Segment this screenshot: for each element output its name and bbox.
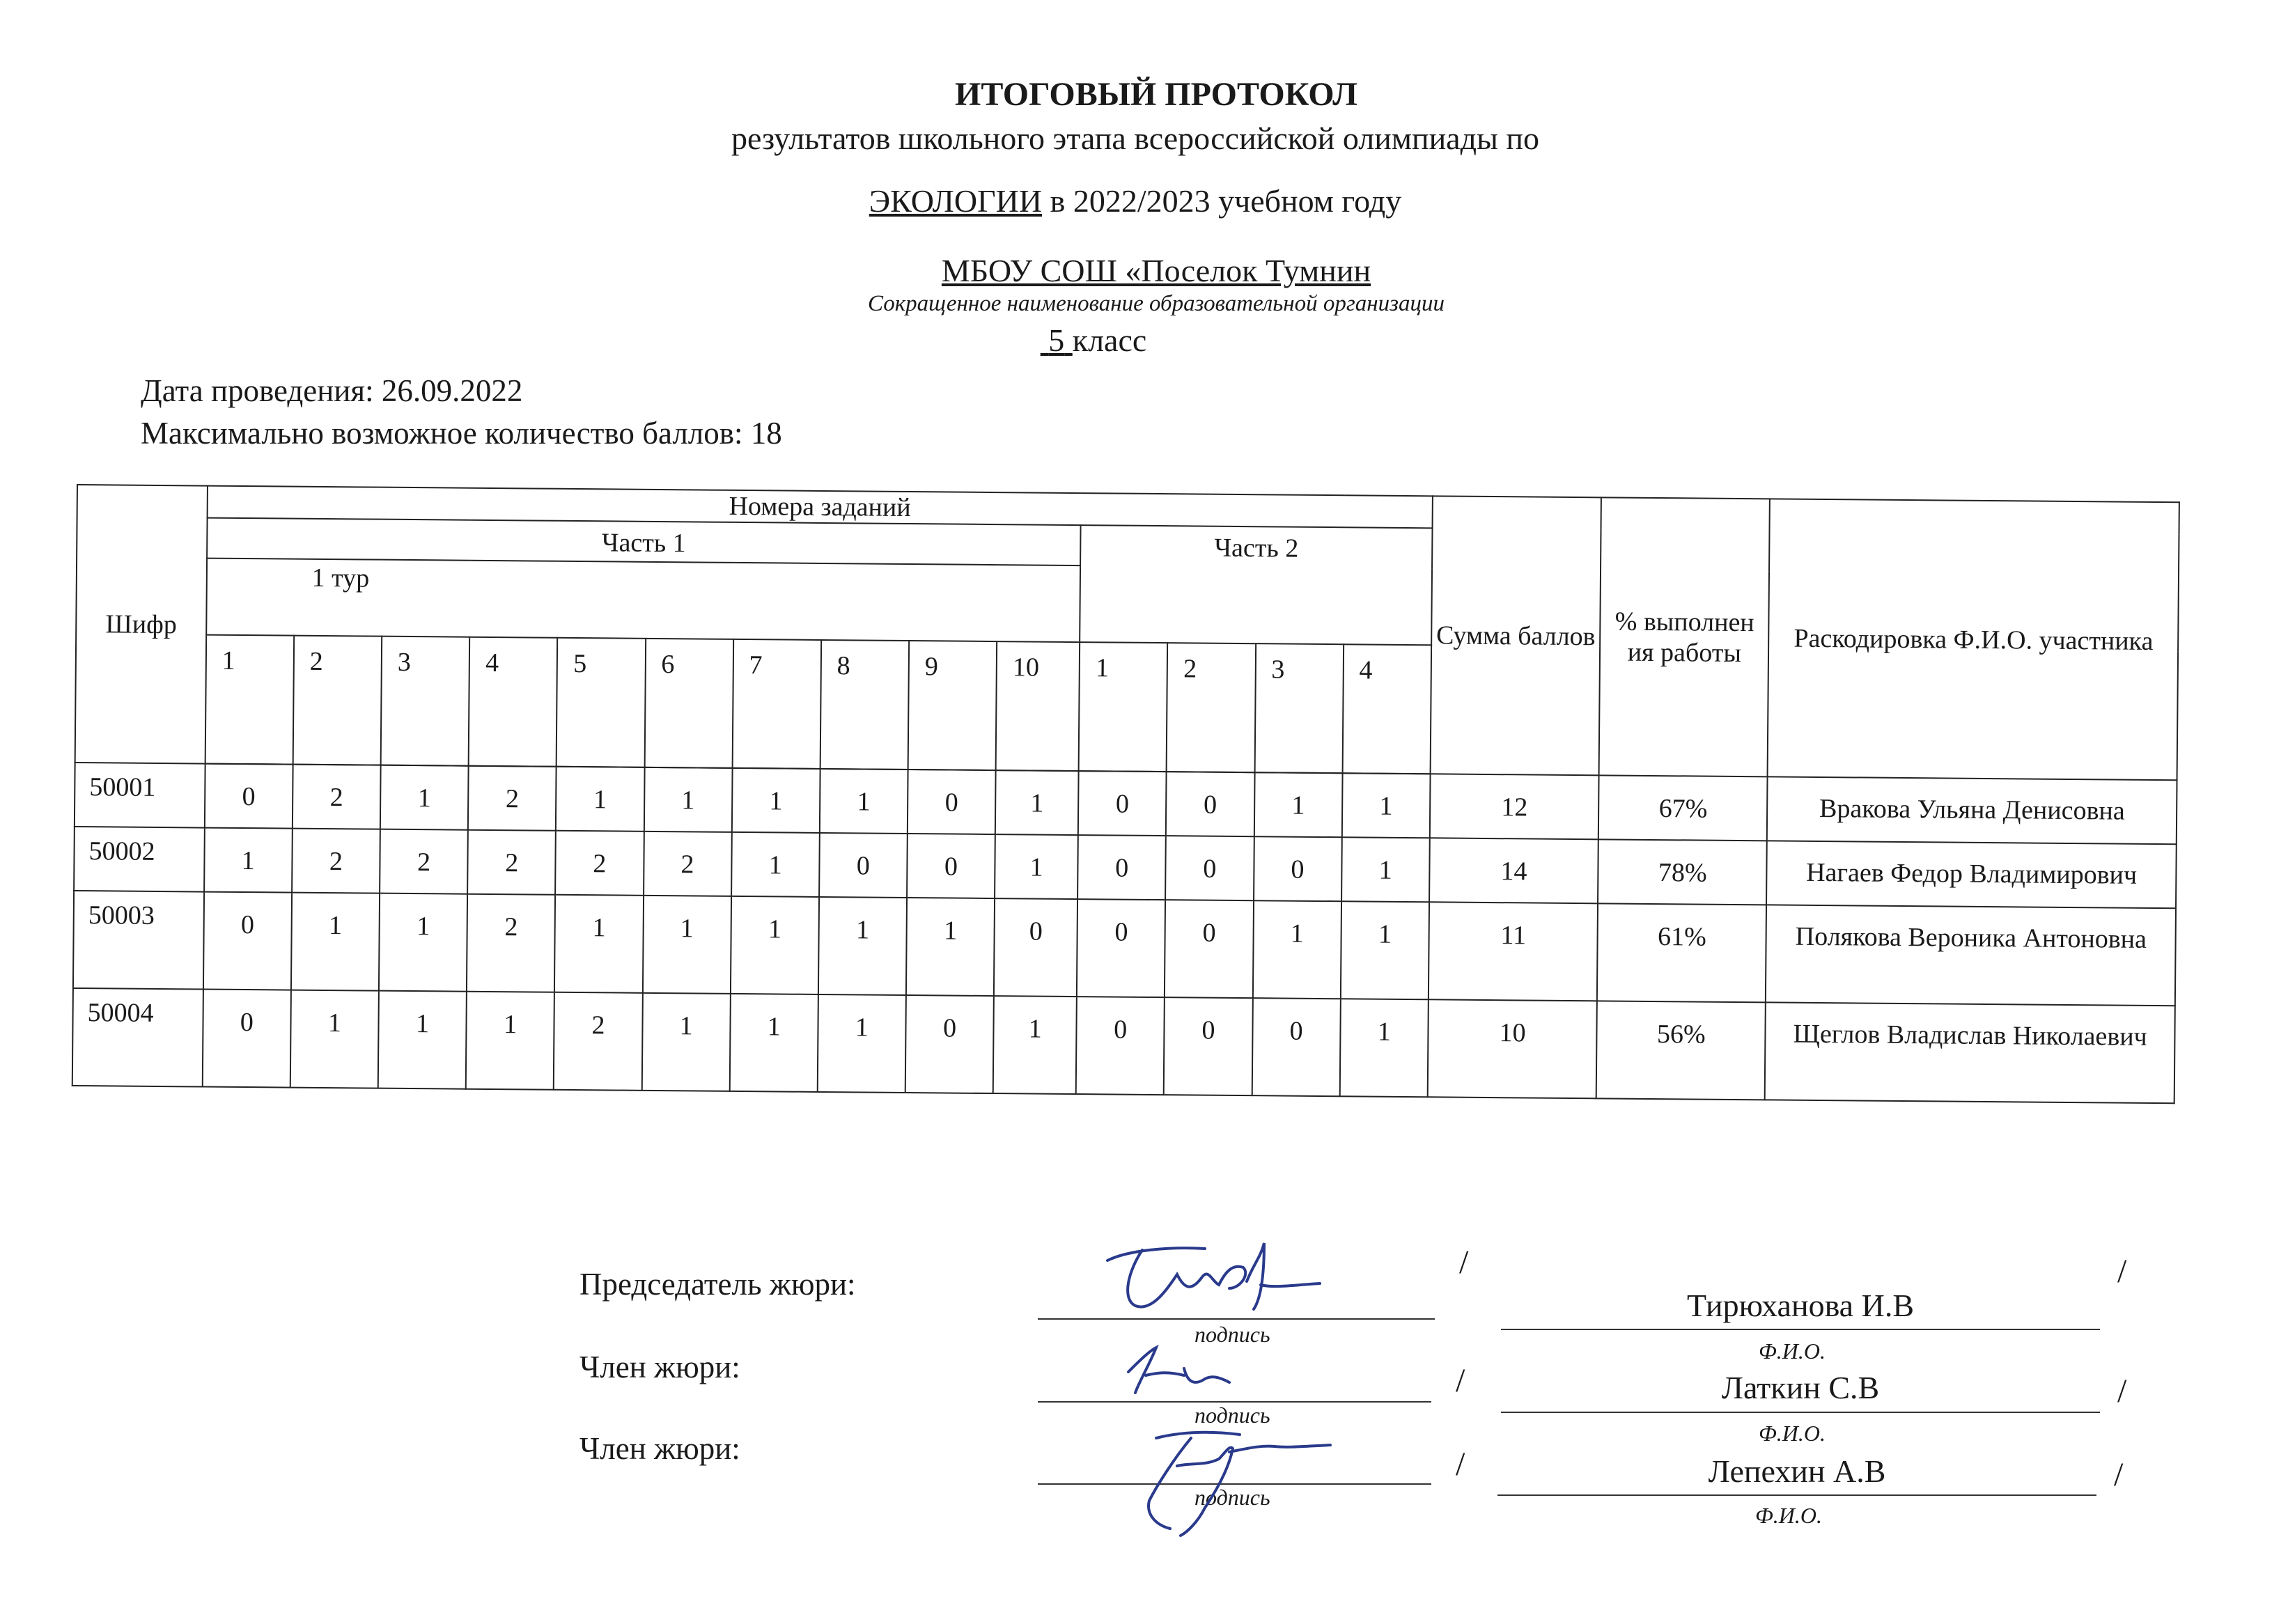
score-cell: 1	[820, 769, 908, 834]
score-cell: 2	[467, 894, 555, 992]
score-cell: 2	[555, 831, 644, 896]
cipher-cell: 50001	[75, 763, 205, 828]
score-cell: 1	[466, 992, 554, 1090]
score-cell: 0	[1166, 772, 1254, 836]
participant-name-cell: Вракова Ульяна Денисовна	[1767, 776, 2177, 844]
task-number: 2	[1167, 643, 1256, 772]
score-cell: 0	[203, 892, 292, 990]
member2-signature-image	[1107, 1410, 1344, 1543]
chair-name-line	[1501, 1329, 2100, 1330]
sign-caption: подпись	[1194, 1322, 1270, 1347]
score-cell: 0	[908, 770, 996, 834]
task-number: 4	[469, 637, 558, 767]
task-number: 2	[293, 636, 382, 765]
event-date: Дата проведения: 26.09.2022	[141, 373, 523, 408]
score-cell: 0	[905, 995, 994, 1093]
score-cell: 1	[729, 994, 818, 1092]
score-cell: 2	[644, 831, 732, 896]
score-cell: 2	[293, 765, 381, 829]
cipher-cell: 50004	[72, 988, 203, 1087]
chair-name: Тирюханова И.В	[1687, 1288, 1914, 1323]
part2-header: Часть 2	[1080, 525, 1432, 645]
score-cell: 1	[995, 834, 1078, 899]
score-cell: 1	[291, 893, 380, 991]
member1-name-line	[1501, 1412, 2100, 1413]
fio-caption: Ф.И.О.	[1759, 1421, 1826, 1446]
percent-cell: 78%	[1598, 839, 1767, 905]
grade-number: 5	[1048, 322, 1065, 358]
task-number: 5	[557, 638, 646, 767]
score-cell: 0	[1076, 997, 1165, 1095]
score-cell: 1	[644, 767, 732, 832]
score-cell: 0	[994, 898, 1077, 997]
score-cell: 1	[204, 828, 293, 893]
cipher-cell: 50002	[74, 827, 204, 892]
sum-cell: 11	[1429, 902, 1598, 1001]
percent-cell: 61%	[1597, 903, 1766, 1002]
org-name: МБОУ СОШ «Поселок Тумнин	[941, 253, 1371, 288]
table-row	[73, 891, 2176, 1006]
percent-cell: 56%	[1596, 1001, 1766, 1100]
score-cell: 1	[1341, 901, 1429, 999]
score-cell: 1	[731, 832, 820, 897]
score-cell: 1	[732, 768, 820, 833]
score-cell: 0	[202, 990, 290, 1088]
round-header: 1 тур	[206, 559, 1080, 643]
task-number: 9	[908, 641, 997, 770]
subject-name: ЭКОЛОГИИ	[869, 183, 1043, 219]
score-cell: 1	[1341, 837, 1430, 902]
slash: /	[2117, 1253, 2127, 1290]
sign-caption: подпись	[1194, 1403, 1270, 1428]
score-cell: 0	[1164, 997, 1252, 1095]
score-cell: 0	[1254, 836, 1342, 901]
fio-caption: Ф.И.О.	[1755, 1503, 1822, 1528]
score-cell: 0	[907, 834, 995, 898]
task-number: 8	[820, 640, 909, 770]
member1-signature-image	[1107, 1334, 1261, 1403]
org-line	[0, 252, 2288, 289]
percent-header: % выполнен ия работы	[1599, 497, 1771, 776]
task-number: 10	[996, 641, 1080, 771]
score-cell: 2	[380, 829, 468, 894]
task-number: 1	[1079, 642, 1168, 772]
score-cell: 0	[1077, 835, 1166, 900]
chair-signature-image	[1087, 1222, 1337, 1327]
sum-cell: 14	[1429, 838, 1598, 903]
score-cell: 0	[1077, 899, 1165, 997]
score-cell: 2	[554, 992, 642, 1091]
score-cell: 2	[468, 766, 557, 831]
score-cell: 0	[1165, 900, 1253, 998]
slash: /	[1456, 1362, 1465, 1399]
max-score: Максимально возможное количество баллов: 18	[141, 416, 782, 451]
score-cell: 2	[292, 829, 380, 893]
score-cell: 0	[1252, 998, 1340, 1096]
task-number: 6	[644, 639, 733, 768]
score-cell: 1	[379, 893, 467, 992]
slash: /	[1459, 1244, 1469, 1281]
member1-name: Латкин С.В	[1721, 1370, 1880, 1405]
slash: /	[1456, 1446, 1465, 1483]
score-cell: 1	[290, 990, 379, 1088]
tasks-header: Номера заданий	[207, 486, 1433, 529]
member1-label: Член жюри:	[579, 1350, 740, 1384]
year-text: в 2022/2023 учебном году	[1050, 183, 1402, 219]
score-cell: 1	[380, 765, 469, 830]
task-number: 1	[205, 635, 294, 765]
score-cell: 1	[554, 895, 643, 993]
task-number: 4	[1342, 644, 1431, 774]
document-title: ИТОГОВЫЙ ПРОТОКОЛ	[955, 76, 1357, 113]
member2-label: Член жюри:	[579, 1431, 740, 1466]
slash: /	[2117, 1373, 2127, 1410]
cipher-header: Шифр	[75, 485, 208, 764]
score-cell: 1	[1342, 773, 1431, 838]
score-cell: 1	[818, 897, 907, 995]
score-cell: 1	[1254, 772, 1342, 837]
member2-name-line	[1497, 1494, 2096, 1496]
score-cell: 1	[906, 898, 995, 996]
sum-header: Сумма баллов	[1431, 496, 1602, 775]
sign-caption: подпись	[1194, 1485, 1270, 1510]
task-number: 3	[1254, 643, 1344, 773]
chair-label: Председатель жюри:	[579, 1267, 856, 1302]
participant-name-cell: Нагаев Федор Владимирович	[1766, 841, 2176, 908]
score-cell: 1	[642, 896, 731, 994]
score-cell: 1	[378, 991, 467, 1089]
slash: /	[2114, 1456, 2124, 1493]
sum-cell: 12	[1430, 774, 1599, 839]
table-row	[72, 988, 2175, 1103]
document-subtitle: результатов школьного этапа всероссийской олимпиады по	[731, 120, 1540, 156]
score-cell: 1	[556, 767, 644, 831]
name-header: Раскодировка Ф.И.О. участника	[1768, 499, 2179, 780]
participant-name-cell: Полякова Вероника Антоновна	[1766, 905, 2176, 1006]
score-cell: 1	[995, 770, 1079, 835]
score-cell: 1	[731, 896, 819, 994]
score-cell: 0	[205, 764, 293, 829]
score-cell: 2	[467, 830, 556, 895]
org-caption: Сокращенное наименование образовательной организации	[867, 291, 1445, 316]
fio-caption: Ф.И.О.	[1759, 1338, 1826, 1364]
score-cell: 1	[1252, 900, 1341, 999]
grade-line	[0, 322, 2187, 359]
results-table-wrapper	[72, 484, 2180, 1104]
sum-cell: 10	[1428, 999, 1597, 1098]
score-cell: 0	[819, 833, 908, 898]
score-cell: 1	[993, 996, 1077, 1094]
score-cell: 1	[1339, 999, 1428, 1097]
grade-label: класс	[1072, 322, 1147, 358]
cipher-cell: 50003	[73, 891, 204, 990]
participant-name-cell: Щеглов Владислав Николаевич	[1765, 1002, 2175, 1103]
member2-name: Лепехин А.В	[1708, 1453, 1886, 1489]
results-table	[72, 484, 2180, 1104]
task-number: 3	[381, 637, 470, 766]
subject-line	[0, 182, 2271, 219]
result-rows	[72, 763, 2177, 1103]
task-number: 7	[732, 639, 821, 769]
score-cell: 1	[818, 994, 906, 1093]
score-cell: 1	[641, 993, 730, 1091]
percent-cell: 67%	[1598, 775, 1768, 841]
part1-header: Часть 1	[207, 518, 1081, 566]
score-cell: 0	[1078, 771, 1167, 836]
score-cell: 0	[1165, 836, 1254, 900]
